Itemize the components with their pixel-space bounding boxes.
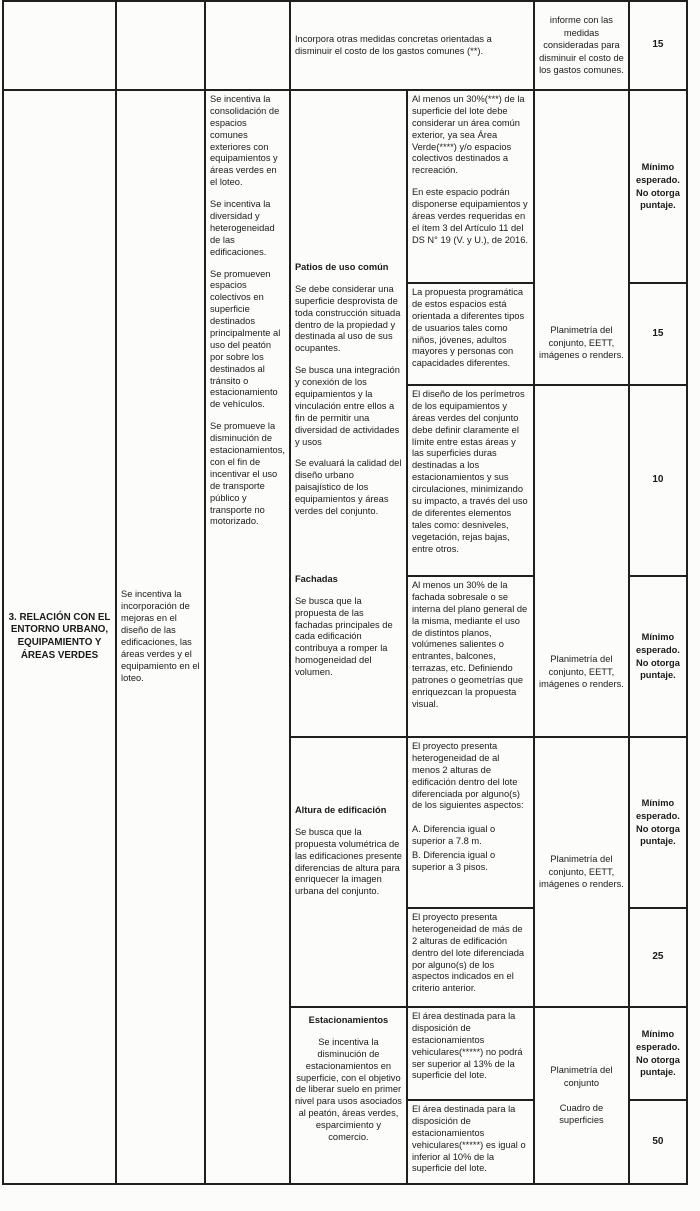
criterio-area-comun-p1: Al menos un 30%(***) de la superficie del lote debe considerar un área común exterior, ya sea Área Verde(****) y/o espacios colectivos destinados a recreación. <box>411 94 525 176</box>
altura-p: Se busca que la propuesta volumétrica de las edificaciones presente diferencias de altura para enriquecer la imagen urbana del conjunto. <box>294 826 402 897</box>
descripcion-p4: Se promueve la disminución de estacionamientos, con el fin de incentivar el uso de transporte público y transporte no motorizado. <box>210 421 285 527</box>
evaluation-table <box>2 0 688 1185</box>
fachadas-title: Fachadas <box>294 573 338 584</box>
cell-criterio-area-comun <box>407 90 534 283</box>
criterio-area-comun-p2: En este espacio podrán disponerse equipamientos y áreas verdes requeridas en el ítem 3 del Artículo 11 del DS N° 19 (V. y U.), de 2016. <box>411 187 528 245</box>
cell-objetivo-seccion: Se incentiva la incorporación de mejoras en el diseño de las edificaciones, las áreas verdes y el equipamiento en el loteo. <box>116 90 205 1184</box>
cell-puntaje-10: 10 <box>629 385 687 576</box>
cell-categoria-relacion-entorno: 3. RELACIÓN CON EL ENTORNO URBANO, EQUIPAMIENTO Y ÁREAS VERDES <box>3 90 116 1184</box>
cell-criterio-alturas-2 <box>407 737 534 908</box>
fachadas-p: Se busca que la propuesta de las fachadas principales de cada edificación contribuya a romper la homogeneidad del volumen. <box>294 595 393 678</box>
cell-puntaje-50: 50 <box>629 1100 687 1184</box>
cell-puntaje-minimo-3: Mínimo esperado. No otorga puntaje. <box>629 737 687 908</box>
cell-puntaje-15: 15 <box>629 283 687 385</box>
cell-subcategoria-patios-fachadas <box>290 90 407 737</box>
cell-subcategoria-altura <box>290 737 407 1007</box>
patios-p2: Se busca una integración y conexión de los equipamientos y la vinculación entre ellos a fin de permitir una diversidad de actividades y usos <box>294 365 400 447</box>
descripcion-p1: Se incentiva la consolidación de espacios comunes exteriores con equipamientos y áreas verdes en el loteo. <box>210 94 280 188</box>
cell-puntaje-minimo-4: Mínimo esperado. No otorga puntaje. <box>629 1007 687 1100</box>
cell-criterio-propuesta-programatica: La propuesta programática de estos espacios está orientada a diferentes tipos de usuarios tales como niños, jóvenes, adultos mayores y personas con capacidades diferentes. <box>407 283 534 385</box>
cell-criterio-alturas-mas-2: El proyecto presenta heterogeneidad de más de 2 alturas de edificación dentro del lote diferenciada por alguno(s) de los aspectos indicados en el criterio anterior. <box>407 908 534 1007</box>
estacionamientos-title: Estacionamientos <box>308 1015 389 1025</box>
criterio-gastos-comunes-text: Incorpora otras medidas concretas orientadas a disminuir el costo de los gastos comunes (**). <box>294 33 492 56</box>
patios-title: Patios de uso común <box>294 262 389 272</box>
cell-puntaje-15-top: 15 <box>629 1 687 90</box>
cell-medio-informe: informe con las medidas consideradas para disminuir el costo de los gastos comunes. <box>534 1 629 90</box>
cell-puntaje-25: 25 <box>629 908 687 1007</box>
cell-descripcion-seccion <box>205 90 290 1184</box>
medio-cuadro-superficies: Cuadro de superficies <box>559 1102 604 1126</box>
cell-medio-planimetria-3: Planimetría del conjunto, EETT, imágenes o renders. <box>534 737 629 1007</box>
table-row <box>3 90 687 283</box>
criterio-alturas-2-b: B. Diferencia igual o superior a 3 pisos. <box>411 850 496 873</box>
patios-p3: Se evaluará la calidad del diseño urbano paisajístico de los equipamientos y áreas verdes del conjunto. <box>294 458 402 517</box>
estacionamientos-p: Se incentiva la disminución de estacionamientos en superficie, con el objetivo de liberar suelo en primer nivel para usos asociados al peatón, áreas verdes, esparcimiento y comercio. <box>294 1036 402 1143</box>
cell-medio-planimetria-cuadro <box>534 1007 629 1184</box>
descripcion-p3: Se promueven espacios colectivos en superficie destinados principalmente al uso del peatón por sobre los destinados al tránsito o estacionamiento de vehículos. <box>210 268 281 410</box>
patios-p1: Se debe considerar una superficie desprovista de toda construcción situada dentro de la propiedad y destinada al uso de sus ocupantes. <box>294 283 401 354</box>
cell-criterio-estac-13: El área destinada para la disposición de estacionamientos vehiculares(*****) no podrá ser superior al 13% de la superficie del lote. <box>407 1007 534 1100</box>
cell-criterio-gastos-comunes <box>290 1 534 90</box>
cell-empty-objetivo <box>116 1 205 90</box>
cell-medio-planimetria-2: Planimetría del conjunto, EETT, imágenes o renders. <box>534 385 629 737</box>
descripcion-p2: Se incentiva la diversidad y heterogeneidad de las edificaciones. <box>210 199 275 257</box>
cell-medio-planimetria-1: Planimetría del conjunto, EETT, imágenes o renders. <box>534 90 629 385</box>
cell-criterio-perimetros: El diseño de los perímetros de los equipamientos y áreas verdes del conjunto debe definir claramente el límite entre estas áreas y las superficies duras destinadas a los estacionamientos y sus circulaciones, minimizando su impacto, a través del uso de diferentes elementos tales como: desniveles, vegetación, rejas bajas, entre otros. <box>407 385 534 576</box>
cell-empty-descripcion <box>205 1 290 90</box>
cell-empty-categoria <box>3 1 116 90</box>
cell-puntaje-minimo-2: Mínimo esperado. No otorga puntaje. <box>629 576 687 737</box>
cell-criterio-estac-10: El área destinada para la disposición de estacionamientos vehiculares(*****) es igual o inferior al 10% de la superficie del lote. <box>407 1100 534 1184</box>
altura-title: Altura de edificación <box>294 805 387 815</box>
medio-planimetria-conjunto: Planimetría del conjunto <box>550 1065 613 1088</box>
criterio-alturas-2-intro: El proyecto presenta heterogeneidad de al menos 2 alturas de edificación dentro del lote diferenciada por alguno(s) de los siguientes aspectos: <box>411 741 524 811</box>
criterio-alturas-2-a: A. Diferencia igual o superior a 7.8 m. <box>411 824 496 847</box>
cell-subcategoria-estacionamientos <box>290 1007 407 1184</box>
cell-puntaje-minimo-1: Mínimo esperado. No otorga puntaje. <box>629 90 687 283</box>
cell-criterio-fachada-30: Al menos un 30% de la fachada sobresale o se interna del plano general de la misma, mediante el uso de distintos planos, volúmenes salientes o entrantes, balcones, terrazas, etc. Definiendo patrones o geometrías que enriquezcan la propuesta visual. <box>407 576 534 737</box>
table-row <box>3 1 687 90</box>
